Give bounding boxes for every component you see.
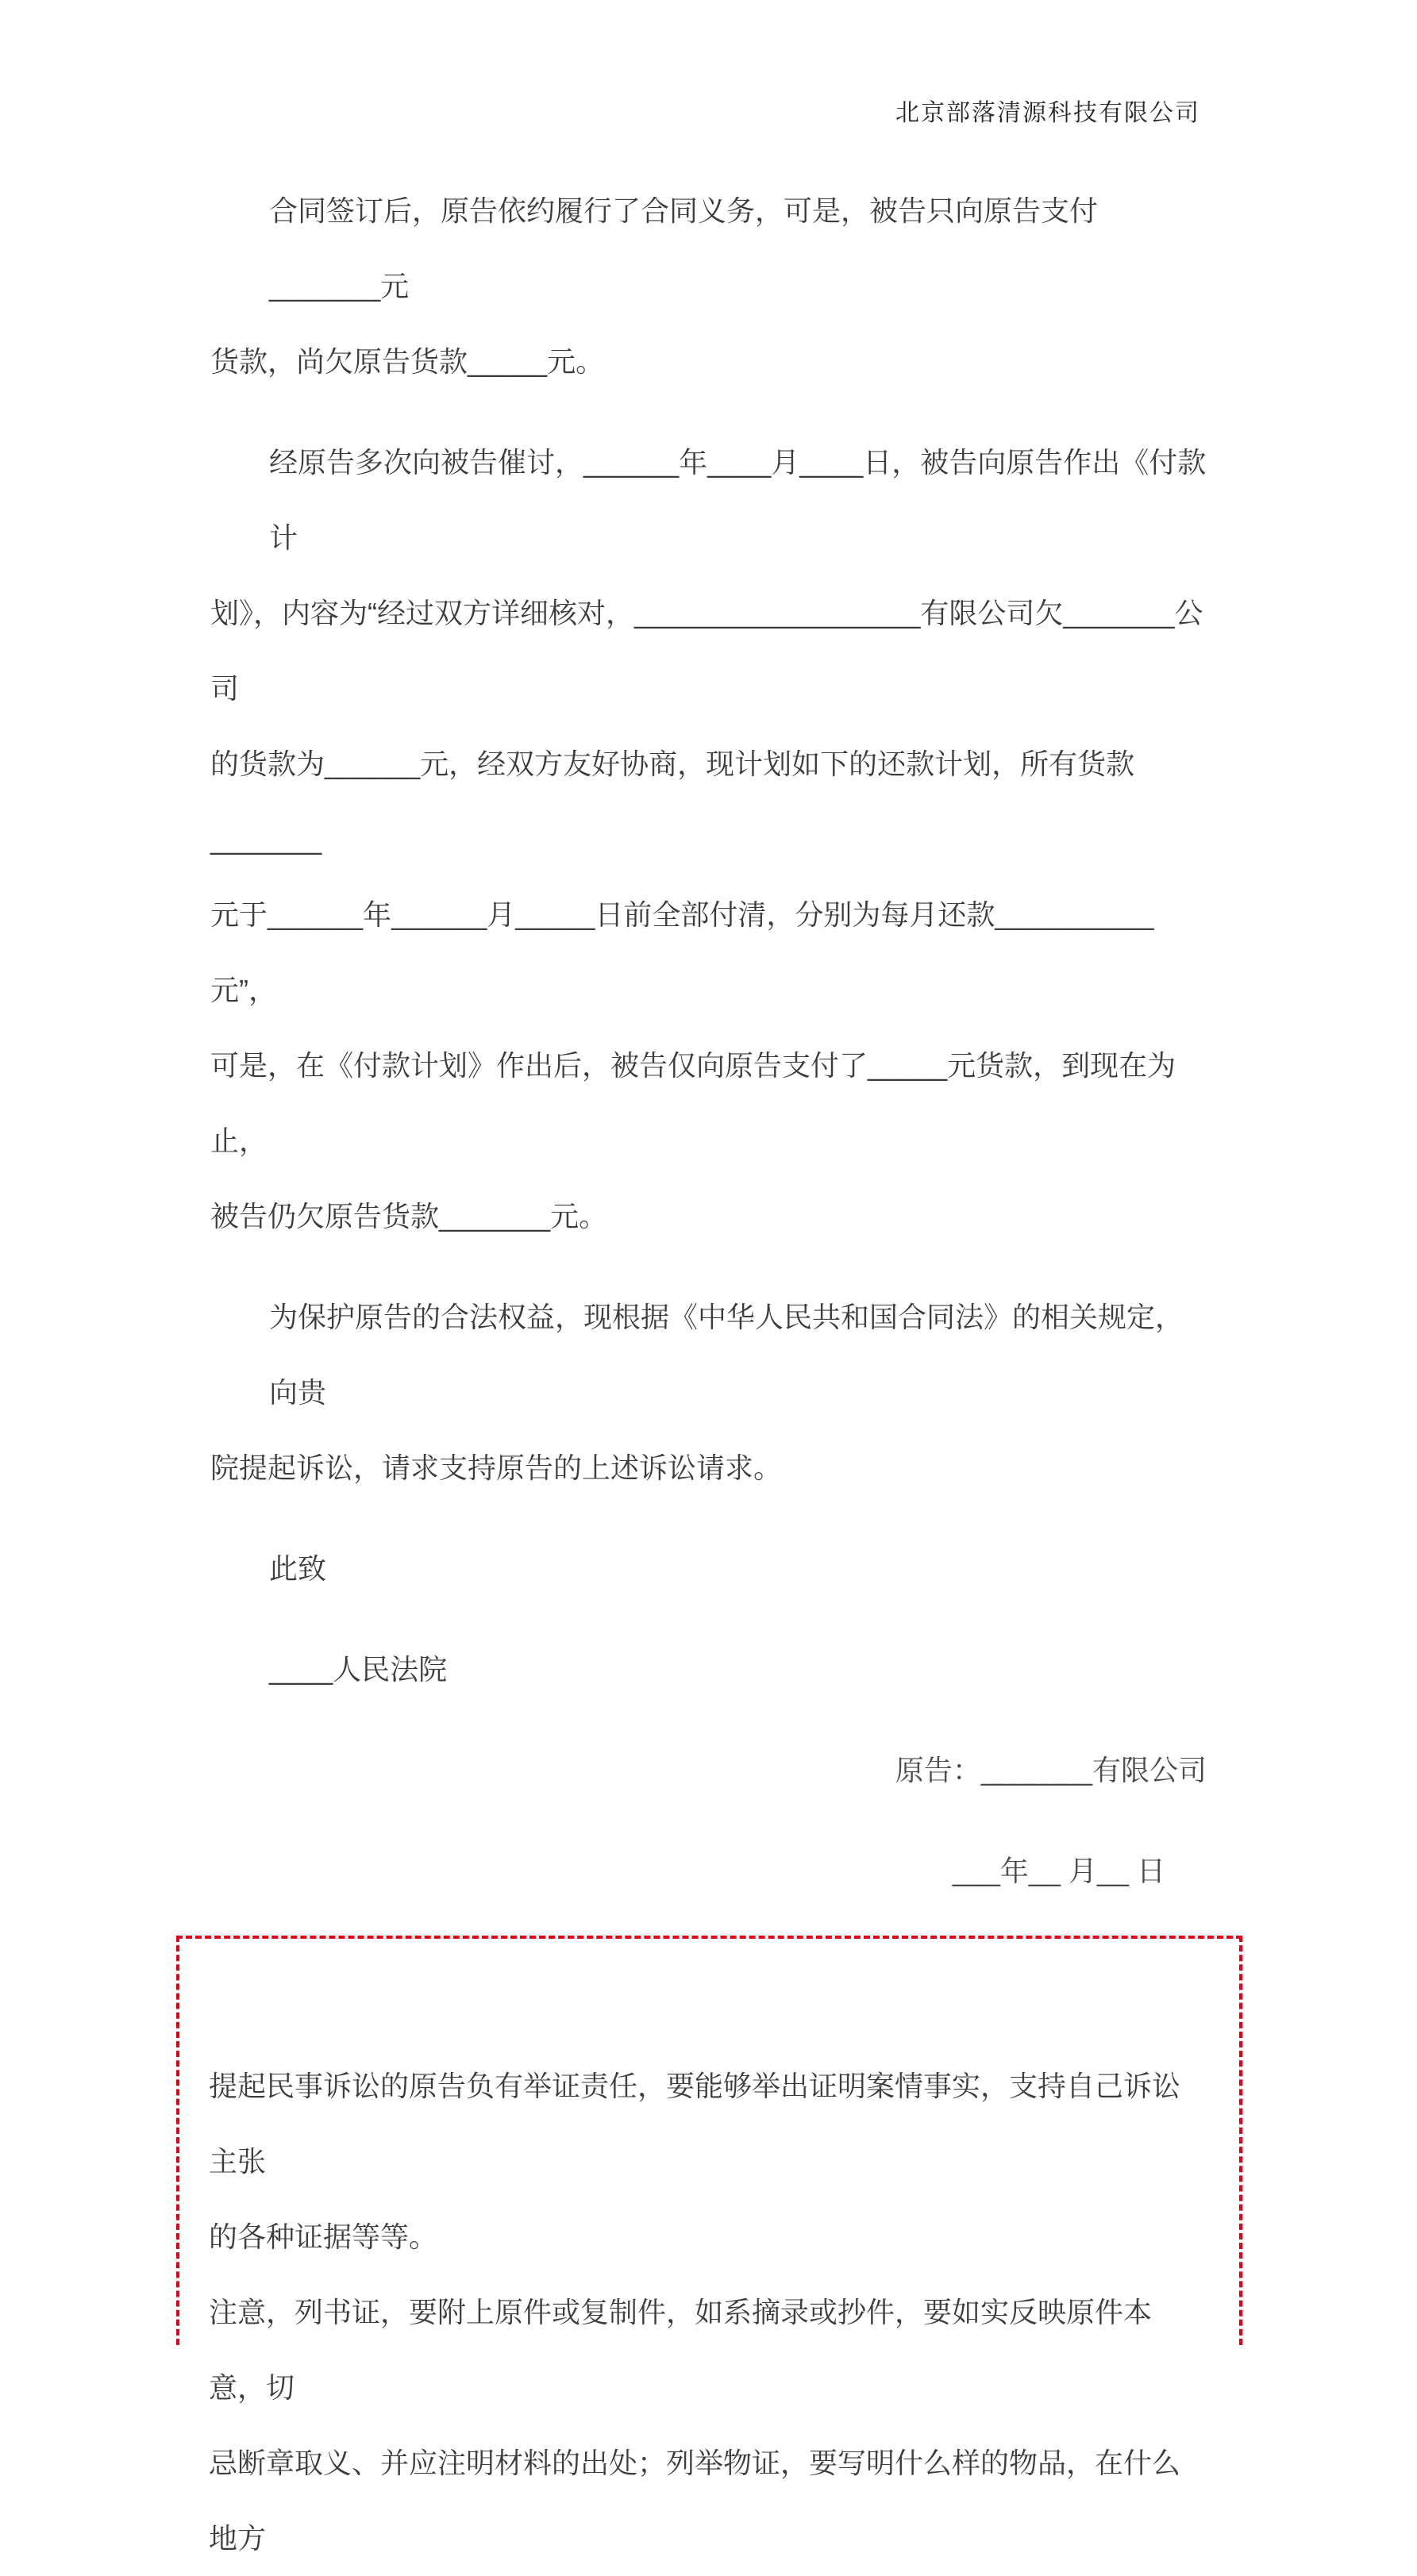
paragraph [209,2274,1199,2576]
paragraph-line: 忌断章取义、并应注明材料的出处；列举物证，要写明什么样的物品，在什么地方 [209,2447,1181,2555]
paragraph-line: 元于______年______月_____日前全部付清，分别为每月还款__________元”， [210,898,1154,1006]
paragraph-line: 的货款为______元，经双方友好协商，现计划如下的还款计划，所有货款_______ [210,748,1135,855]
paragraph-line: 货款，尚欠原告货款_____元。 [210,345,605,378]
paragraph-line: 为保护原告的合法权益，现根据《中华人民共和国合同法》的相关规定，向贵 [269,1301,1184,1409]
paragraph-line: 此致 [269,1552,327,1585]
date-line: ___年__ 月__ 日 [952,1855,1165,1887]
note-paragraphs-container [209,2048,1199,2576]
paragraph-line: 可是，在《付款计划》作出后，被告仅向原告支付了_____元货款，到现在为止， [210,1049,1176,1157]
paragraph [210,173,1207,399]
paragraph-line: 经原告多次向被告催讨，______年____月____日，被告向原告作出《付款计 [269,446,1207,554]
paragraph [210,425,1207,1254]
paragraph-line: 合同签订后，原告依约履行了合同义务，可是，被告只向原告支付_______元 [269,194,1099,302]
paragraph [210,1531,1207,1606]
paragraph-line: 提起民事诉讼的原告负有举证责任，要能够举出证明案情事实，支持自己诉讼主张 [209,2070,1181,2178]
document-page [0,99,1417,2555]
paragraphs-container [210,173,1207,1707]
paragraph [209,2048,1199,2274]
paragraph-line: 的各种证据等等。 [209,2220,438,2253]
paragraph-line: 注意，列书证，要附上原件或复制件，如系摘录或抄件，要如实反映原件本意，切 [209,2296,1153,2404]
plaintiff-signature-line: 原告：_______有限公司 [895,1754,1207,1786]
paragraph-line: 被告仍欠原告货款_______元。 [210,1200,608,1232]
paragraph-line: 院提起诉讼，请求支持原告的上述诉讼请求。 [210,1451,783,1484]
paragraph [210,1279,1207,1505]
paragraph-line: 划》，内容为“经过双方详细核对，__________________有限公司欠_______公司 [210,597,1203,705]
company-header: 北京部落清源科技有限公司 [895,100,1200,126]
paragraph-line: ____人民法院 [269,1653,448,1686]
document-body [209,173,1207,2555]
note-box [176,1936,1242,2555]
paragraph [210,1632,1207,1707]
